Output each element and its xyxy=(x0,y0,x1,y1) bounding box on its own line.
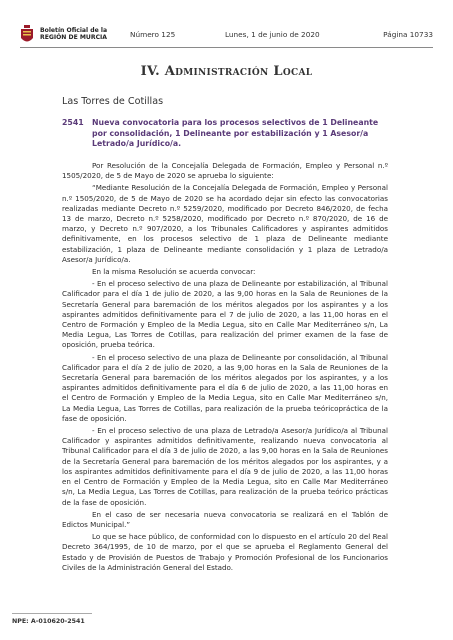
paragraph: Lo que se hace público, de conformidad con lo dispuesto en el artículo 20 del Real Decreto 364/1995, de 10 de marzo, por el que se aprueba el Reglamento General del Estado y de Provisión de Puestos de Trabajo y Promoción Profesional de los Funcionarios Civiles de la Administración General del Estado. xyxy=(62,532,388,572)
header-divider xyxy=(20,47,433,48)
paragraph: En el caso de ser necesaria nueva convocatoria se realizará en el Tablón de Edictos Municipal.” xyxy=(62,509,388,529)
paragraph: - En el proceso selectivo de una plaza de Delineante por estabilización, al Tribunal Calificador para el día 1 de julio de 2020, a las 9,00 horas en la Sala de Reuniones de la Secretaría General para baremación de los méritos alegados por los aspirantes y a los aspirantes admitidos definitivamente para el 7 de julio de 2020, a las 11,00 horas en el Centro de Formación y Empleo de la Media Legua, sito en Calle Mar Mediterráneo s/n, La Media Legua, Las Torres de Cotillas, para realización del primer examen de la fase de oposición, prueba teórica. xyxy=(62,279,388,350)
paragraph: - En el proceso selectivo de una plaza de Letrado/a Asesor/a Jurídico/a al Tribunal Calificador y aspirantes admitidos definitivamente, realizando nueva convocatoria al Tribunal Calificador para el día 3 de julio de 2020, a las 9,00 horas en la Sala de Reuniones de la Secretaría General para baremación de los méritos alegados por los aspirantes, y a los aspirantes admitidos definitivamente para el día 9 de julio de 2020, a las 11,00 horas en el Centro de Formación y Empleo de la Media Legua, sito en Calle Mar Mediterráneo s/n, La Media Legua, Las Torres de Cotillas, para realización de la prueba teórico prácticas de la fase de oposición. xyxy=(62,426,388,507)
issue-number: Número 125 xyxy=(130,30,176,39)
npe-code: NPE: A-010620-2541 xyxy=(12,618,85,625)
announcement-body xyxy=(62,161,388,575)
paragraph: En la misma Resolución se acuerda convocar: xyxy=(92,267,256,277)
paragraph: Por Resolución de la Concejalía Delegada de Formación, Empleo y Personal n.º 1505/2020, de 5 de Mayo de 2020 se aprueba lo siguiente: xyxy=(62,161,388,181)
bulletin-line-2: REGIÓN DE MURCIA xyxy=(40,34,108,42)
page-header xyxy=(20,25,433,47)
footer-divider xyxy=(12,613,92,614)
issue-date: Lunes, 1 de junio de 2020 xyxy=(225,30,320,39)
paragraph: “Mediante Resolución de la Concejalía Delegada de Formación, Empleo y Personal n.º 1505/2020, de 5 de Mayo de 2020 se ha acordado dejar sin efecto las convocatorias realizadas mediante Decreto n.º 5259/2020, modificado por Decreto 846/2020, de fecha 13 de marzo, Decreto n.º 5258/2020, modificado por Decreto n.º 870/2020, de 16 de marzo, y Decreto n.º 907/2020, a los Tribunales Calificadores y aspirantes admitidos definitivamente, en los procesos selectivo de 1 plaza de Delineante mediante estabilización, 1 plaza de Delineante mediante consolidación y 1 plaza de Letrado/a Asesor/a Jurídico/a. xyxy=(62,183,388,264)
announcement-number: 2541 xyxy=(62,118,84,127)
section-title: IV. Administración Local xyxy=(140,64,313,79)
coat-of-arms-icon xyxy=(20,25,34,45)
bulletin-line-1: Boletín Oficial de la xyxy=(40,27,108,34)
paragraph: - En el proceso selectivo de una plaza de Delineante por consolidación, al Tribunal Calificador para el día 2 de julio de 2020, a las 9,00 horas en la Sala de Reuniones de la Secretaría General para baremación de los méritos alegados por los aspirantes, y a los aspirantes admitidos definitivamente para el día 6 de julio de 2020, a las 11,00 horas en el Centro de Formación y Empleo de la Media Legua, sito en Calle Mar Mediterráneo s/n, La Media Legua, Las Torres de Cotillas, para realización de la prueba teóricopráctica de la fase de oposición. xyxy=(62,352,388,423)
municipality-name: Las Torres de Cotillas xyxy=(62,96,164,107)
announcement-title: Nueva convocatoria para los procesos selectivos de 1 Delineante por consolidación, 1 Delineante por estabilización y 1 Asesor/a Letrado/a Jurídico/a. xyxy=(92,118,379,148)
page-number: Página 10733 xyxy=(383,30,433,39)
bulletin-name xyxy=(40,27,107,42)
